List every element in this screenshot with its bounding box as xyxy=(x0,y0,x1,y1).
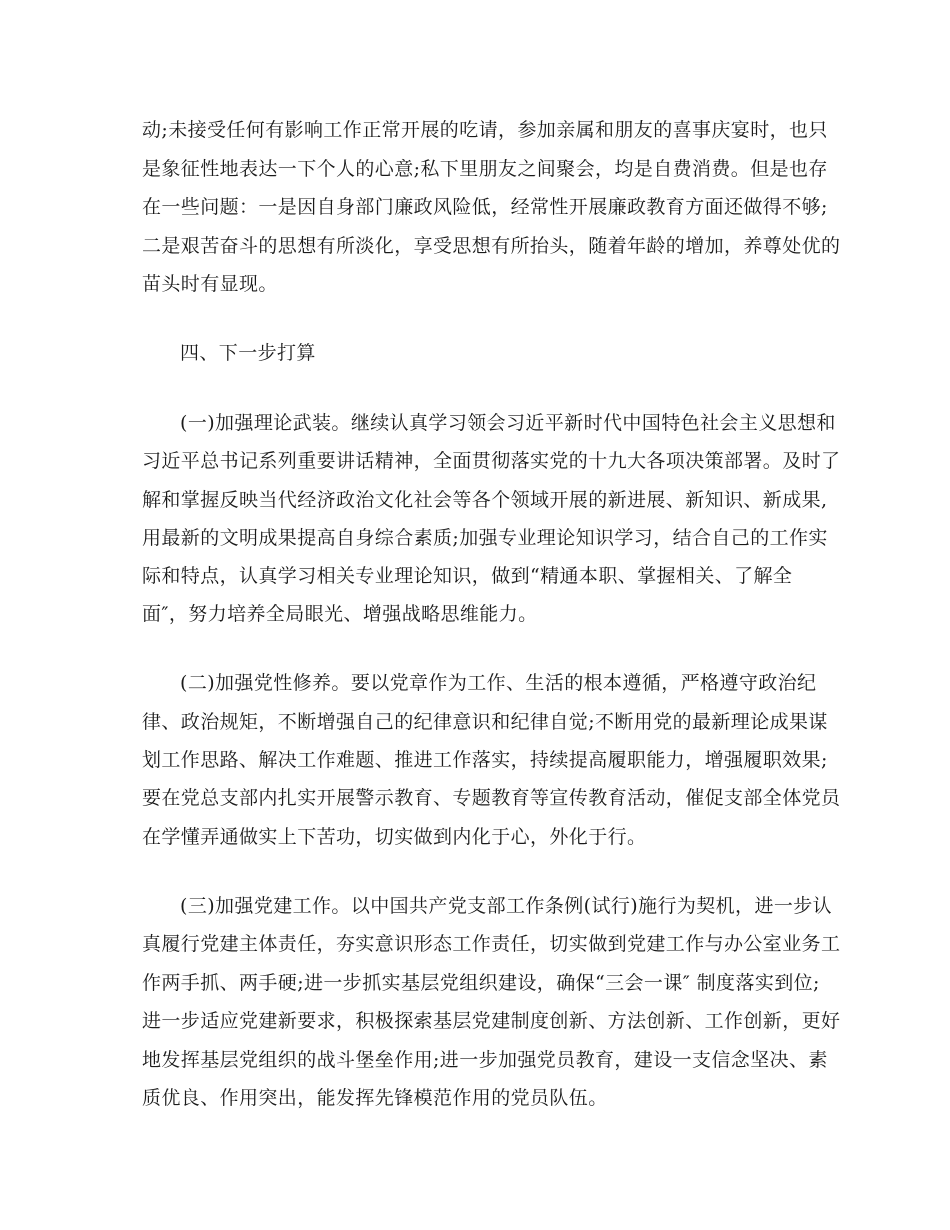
text-line: 进一步适应党建新要求，积极探索基层党建制度创新、方法创新、工作创新，更好 xyxy=(142,1010,841,1032)
text-line: 解和掌握反映当代经济政治文化社会等各个领域开展的新进展、新知识、新成果, xyxy=(142,489,828,511)
text-line: (三)加强党建工作。以中国共产党支部工作条例(试行)施行为契机，进一步认 xyxy=(180,895,833,917)
text-line: 划工作思路、解决工作难题、推进工作落实，持续提高履职能力，增强履职效果; xyxy=(142,749,828,771)
text-line: 地发挥基层党组织的战斗堡垒作用;进一步加强党员教育，建设一支信念坚决、素 xyxy=(142,1049,828,1071)
text-line: 质优良、作用突出，能发挥先锋模范作用的党员队伍。 xyxy=(142,1087,608,1109)
text-line: 际和特点，认真学习相关专业理论知识，做到“精通本职、掌握相关、了解全 xyxy=(142,565,793,587)
text-line: 律、政治规矩，不断增强自己的纪律意识和纪律自觉;不断用党的最新理论成果谋 xyxy=(142,711,828,733)
text-line: 在一些问题：一是因自身部门廉政风险低，经常性开展廉政教育方面还做得不够; xyxy=(142,196,828,218)
text-line: 真履行党建主体责任，夯实意识形态工作责任，切实做到党建工作与办公室业务工 xyxy=(142,933,841,955)
text-line: 要在党总支部内扎实开展警示教育、专题教育等宣传教育活动，催促支部全体党员 xyxy=(142,787,841,809)
text-line: 用最新的文明成果提高自身综合素质;加强专业理论知识学习，结合自己的工作实 xyxy=(142,527,828,549)
text-line: 是象征性地表达一下个人的心意;私下里朋友之间聚会，均是自费消费。但是也存 xyxy=(142,158,828,180)
text-line: 作两手抓、两手硬;进一步抓实基层党组织建设，确保“三会一课″ 制度落实到位; xyxy=(142,972,820,994)
text-line: 动;未接受任何有影响工作正常开展的吃请，参加亲属和朋友的喜事庆宴时，也只 xyxy=(142,119,828,141)
text-line: 二是艰苦奋斗的思想有所淡化，享受思想有所抬头，随着年龄的增加，养尊处优的 xyxy=(142,235,841,257)
text-line: 习近平总书记系列重要讲话精神，全面贯彻落实党的十九大各项决策部署。及时了 xyxy=(142,450,841,472)
text-line: 在学懂弄通做实上下苦功，切实做到内化于心，外化于行。 xyxy=(142,826,647,848)
text-line: 面″，努力培养全局眼光、增强战略思维能力。 xyxy=(142,603,538,625)
text-line: (二)加强党性修养。要以党章作为工作、生活的根本遵循，严格遵守政治纪 xyxy=(180,672,817,694)
text-line: (一)加强理论武装。继续认真学习领会习近平新时代中国特色社会主义思想和 xyxy=(180,412,836,434)
text-line: 苗头时有显现。 xyxy=(142,273,278,295)
section-heading: 四、下一步打算 xyxy=(180,342,316,364)
